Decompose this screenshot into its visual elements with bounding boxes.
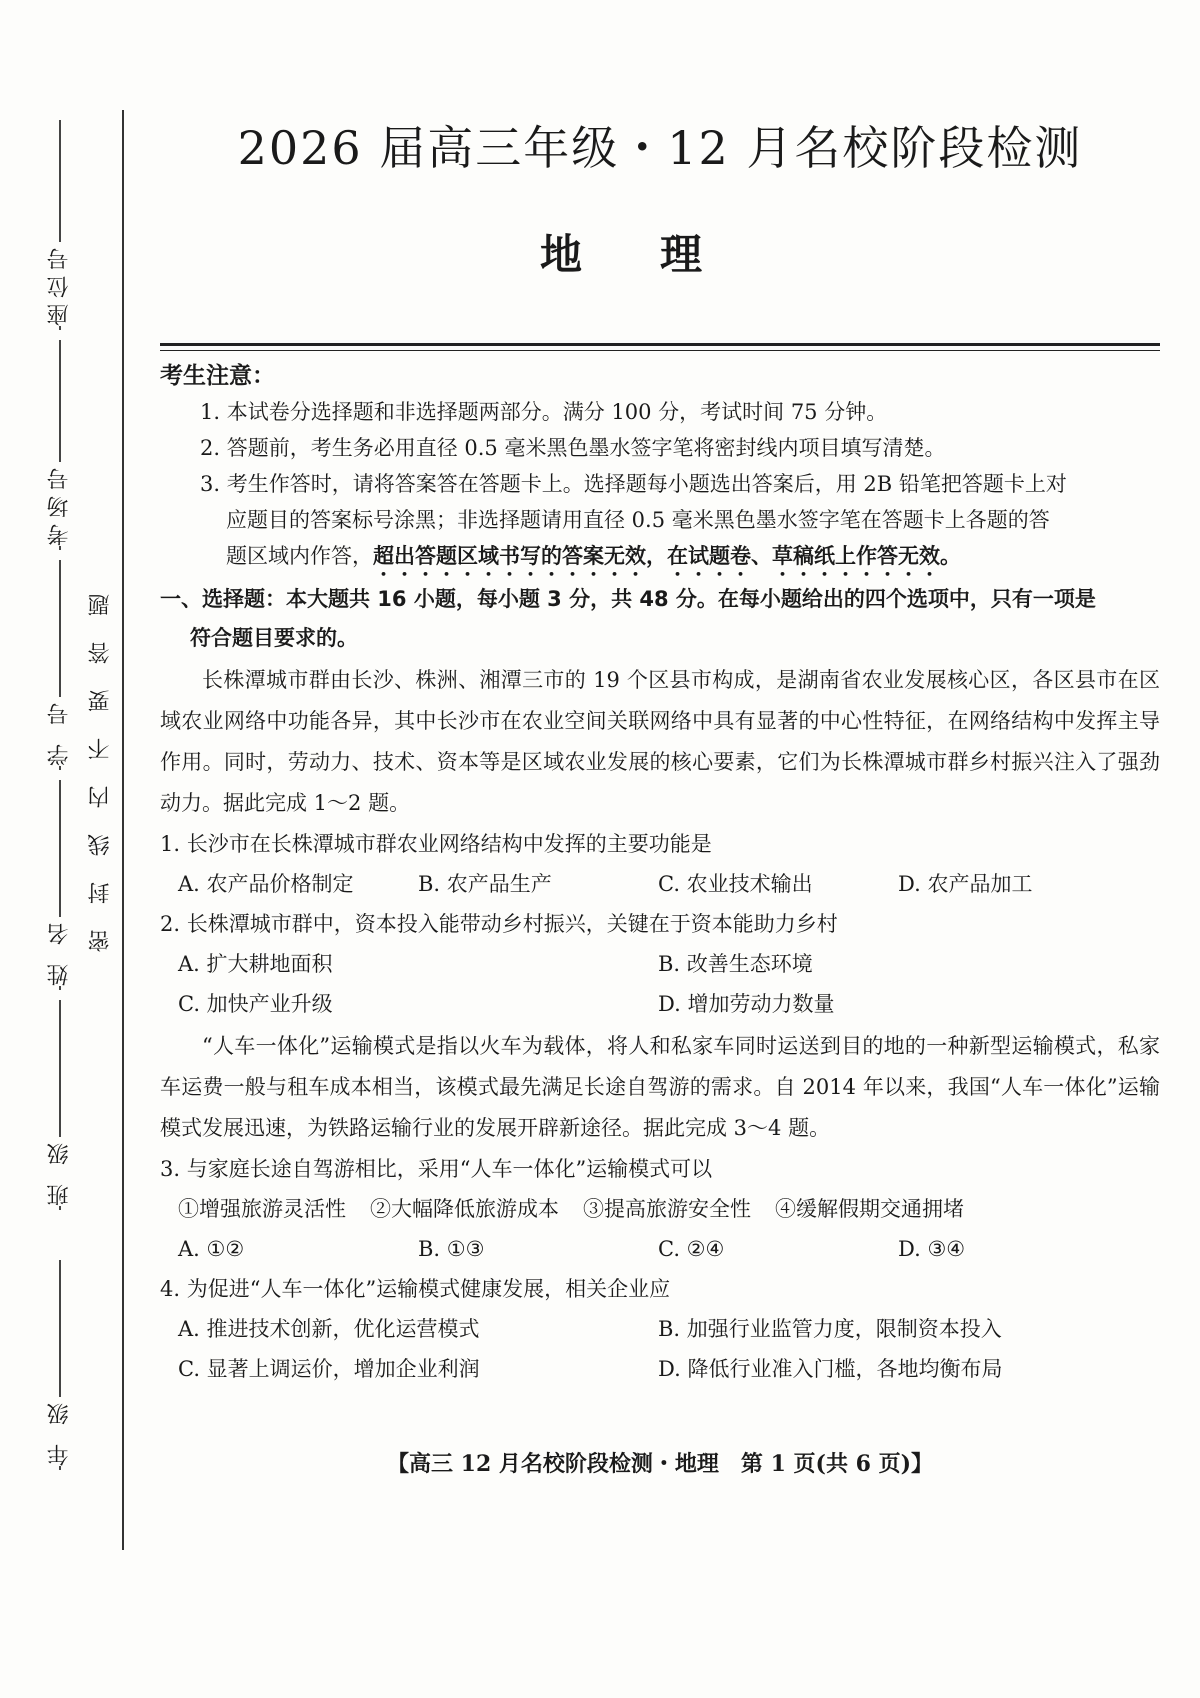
candidate-notice bbox=[160, 358, 1160, 581]
exam-room-label: 考场号 bbox=[40, 462, 80, 546]
binding-line bbox=[122, 110, 124, 1550]
q2-option-d[interactable]: D. 增加劳动力数量 bbox=[658, 992, 835, 1016]
question-1-options bbox=[160, 864, 1160, 904]
q2-option-c[interactable]: C. 加快产业升级 bbox=[178, 992, 333, 1016]
class-field bbox=[40, 1000, 80, 1210]
passage-2: “人车一体化”运输模式是指以火车为载体，将人和私家车同时运送到目的地的一种新型运输模式，私家车运费一般与租车成本相当，该模式最先满足长途自驾游的需求。自 2014 年以来，我国“人车一体化”运输模式发展迅速，为铁路运输行业的发展开辟新途径。据此完成 3～4 题。 bbox=[160, 1034, 1160, 1140]
q1-option-c[interactable]: C. 农业技术输出 bbox=[658, 872, 813, 896]
question-4-stem: 4. 为促进“人车一体化”运输模式健康发展，相关企业应 bbox=[160, 1277, 671, 1301]
seal-note: 密封线内不要答题 bbox=[88, 568, 113, 952]
q3-statement-1: ①增强旅游灵活性 bbox=[178, 1197, 346, 1221]
header-rule-thick bbox=[160, 343, 1160, 346]
q4-option-d[interactable]: D. 降低行业准入门槛，各地均衡布局 bbox=[658, 1357, 1003, 1381]
passage-1: 长株潭城市群由长沙、株洲、湘潭三市的 19 个区县市构成，是湖南省农业发展核心区，各区县市在区域农业网络中功能各异，其中长沙市在农业空间关联网络中具有显著的中心性特征，在网络结构中发挥主导作用。同时，劳动力、技术、资本等是区域农业发展的核心要素，它们为长株潭城市群乡村振兴注入了强劲动力。据此完成 1～2 题。 bbox=[160, 668, 1160, 815]
notice-emphasis: 超出答题区域书写的答案无效，在试题卷、草稿纸上作答无效。 bbox=[373, 544, 961, 568]
class-label: 班 级 bbox=[40, 1137, 80, 1206]
notice-item-3-tail: 题区域内作答， bbox=[226, 544, 373, 568]
section-heading-cont: 符合题目要求的。 bbox=[190, 626, 358, 650]
question-3-options bbox=[160, 1229, 1160, 1269]
seat-number-label: 座位号 bbox=[40, 242, 80, 326]
q1-option-a[interactable]: A. 农产品价格制定 bbox=[178, 872, 354, 896]
q3-statement-3: ③提高旅游安全性 bbox=[583, 1197, 751, 1221]
q3-option-b[interactable]: B. ①③ bbox=[418, 1237, 485, 1261]
question-1-stem: 1. 长沙市在长株潭城市群农业网络结构中发挥的主要功能是 bbox=[160, 832, 712, 856]
notice-item-3: 3. 考生作答时，请将答案答在答题卡上。选择题每小题选出答案后，用 2B 铅笔把答题卡上对 bbox=[200, 472, 1067, 496]
grade-label: 年 级 bbox=[40, 1397, 80, 1466]
notice-item-2: 2. 答题前，考生务必用直径 0.5 毫米黑色墨水签字笔将密封线内项目填写清楚。 bbox=[200, 436, 946, 460]
grade-field bbox=[40, 1260, 80, 1470]
q3-option-c[interactable]: C. ②④ bbox=[658, 1237, 725, 1261]
notice-heading: 考生注意： bbox=[160, 363, 275, 389]
seat-number-field bbox=[40, 120, 80, 330]
section-multiple-choice bbox=[160, 580, 1160, 1389]
q4-option-a[interactable]: A. 推进技术创新，优化运营模式 bbox=[178, 1317, 480, 1341]
q1-option-b[interactable]: B. 农产品生产 bbox=[418, 872, 552, 896]
q3-option-a[interactable]: A. ①② bbox=[178, 1237, 245, 1261]
exam-title: 2026 届高三年级・12 月名校阶段检测 bbox=[237, 121, 1083, 175]
q3-option-d[interactable]: D. ③④ bbox=[898, 1237, 966, 1261]
exam-room-field bbox=[40, 340, 80, 550]
subject-title: 地理 bbox=[539, 230, 780, 279]
q2-option-b[interactable]: B. 改善生态环境 bbox=[658, 952, 813, 976]
q4-option-c[interactable]: C. 显著上调运价，增加企业利润 bbox=[178, 1357, 480, 1381]
name-label: 姓 名 bbox=[40, 917, 80, 986]
student-id-field bbox=[40, 560, 80, 770]
q4-option-b[interactable]: B. 加强行业监管力度，限制资本投入 bbox=[658, 1317, 1002, 1341]
student-id-label: 学 号 bbox=[40, 697, 80, 766]
question-3-stem: 3. 与家庭长途自驾游相比，采用“人车一体化”运输模式可以 bbox=[160, 1157, 713, 1181]
question-2-options-row2 bbox=[160, 984, 1160, 1024]
question-2-stem: 2. 长株潭城市群中，资本投入能带动乡村振兴，关键在于资本能助力乡村 bbox=[160, 912, 838, 936]
question-4-options-row2 bbox=[160, 1349, 1160, 1389]
question-3-statements bbox=[160, 1189, 1160, 1229]
header-rule-thin bbox=[160, 350, 1160, 351]
page-footer: 【高三 12 月名校阶段检测・地理 第 1 页(共 6 页)】 bbox=[386, 1451, 933, 1477]
binding-strip bbox=[0, 0, 130, 1698]
notice-item-1: 1. 本试卷分选择题和非选择题两部分。满分 100 分，考试时间 75 分钟。 bbox=[200, 400, 888, 424]
name-field bbox=[40, 780, 80, 990]
notice-item-3-last bbox=[160, 538, 1160, 581]
q2-option-a[interactable]: A. 扩大耕地面积 bbox=[178, 952, 333, 976]
notice-item-3-cont: 应题目的答案标号涂黑；非选择题请用直径 0.5 毫米黑色墨水签字笔在答题卡上各题的答 bbox=[226, 508, 1050, 532]
q3-statement-4: ④缓解假期交通拥堵 bbox=[775, 1197, 964, 1221]
q1-option-d[interactable]: D. 农产品加工 bbox=[898, 872, 1033, 896]
section-heading: 一、选择题：本大题共 16 小题，每小题 3 分，共 48 分。在每小题给出的四个选项中，只有一项是 bbox=[160, 587, 1096, 611]
q3-statement-2: ②大幅降低旅游成本 bbox=[370, 1197, 559, 1221]
question-2-options-row1 bbox=[160, 944, 1160, 984]
question-4-options-row1 bbox=[160, 1309, 1160, 1349]
